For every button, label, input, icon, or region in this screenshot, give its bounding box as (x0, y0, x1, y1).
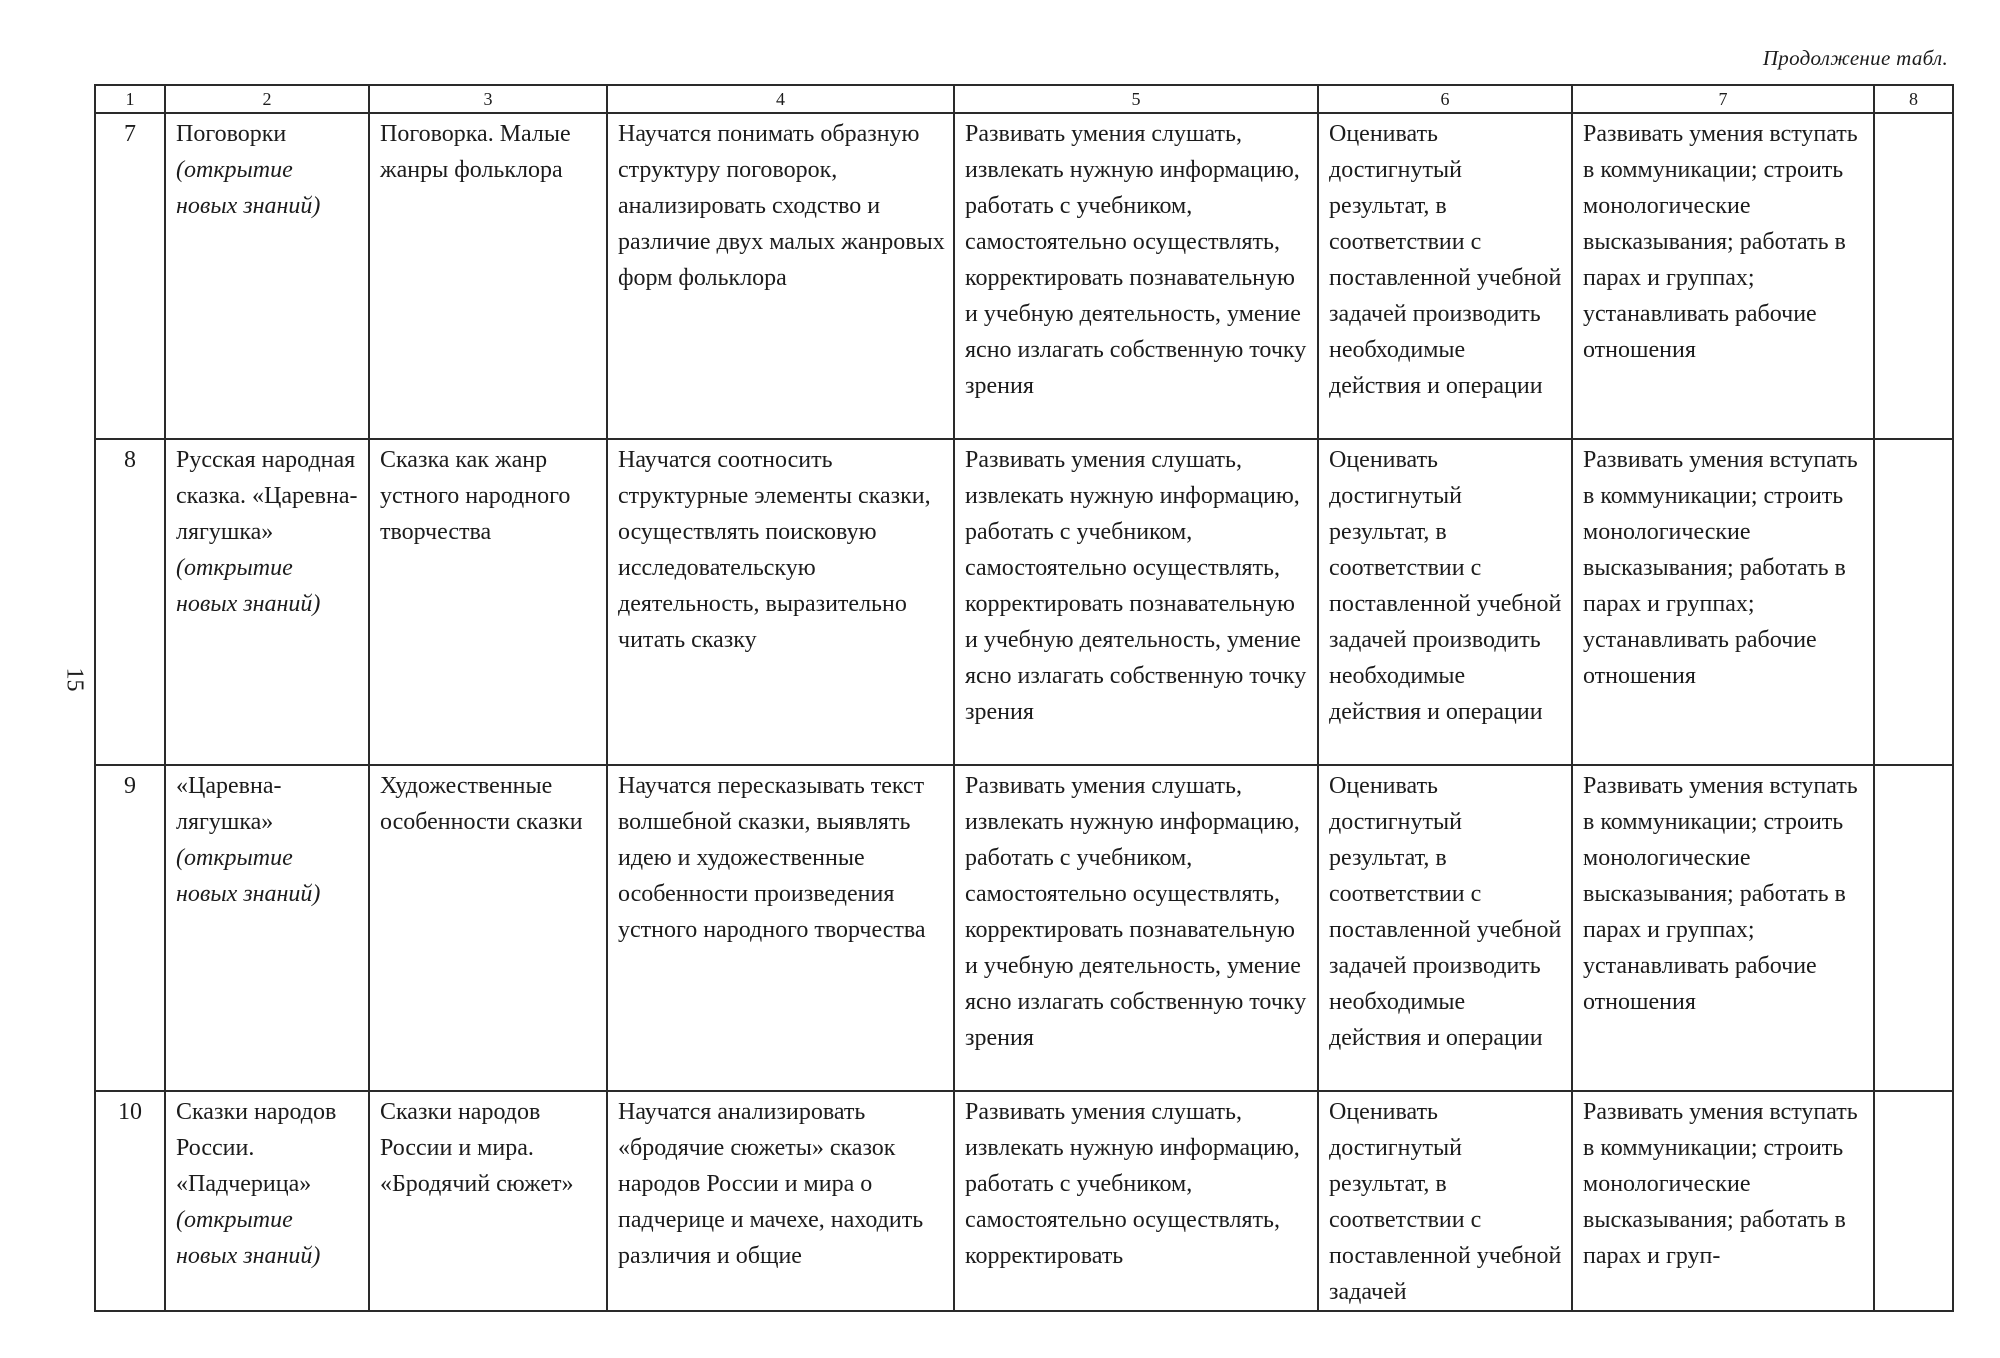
table-row (95, 113, 1953, 439)
lesson-topic-cell (165, 765, 369, 1091)
lesson-topic: Поговорки (176, 121, 287, 147)
lesson-number: 9 (95, 765, 165, 1091)
lesson-plan-table (94, 84, 1954, 1312)
concepts-cell: Художественные особенности сказки (369, 765, 607, 1091)
subject-results-cell: Научатся понимать образную структуру поговорок, анализировать сходство и различие двух малых жанровых форм фольклора (607, 113, 954, 439)
cognitive-uud-cell: Развивать умения слушать, извлекать нужную информацию, работать с учебником, самостоятельно осуществлять, корректировать познавательную и учебную деятельность, умение ясно излагать собственную точку зрения (954, 113, 1318, 439)
communicative-uud-cell: Развивать умения вступать в коммуникации; строить монологические высказывания; работать в парах и груп- (1572, 1091, 1874, 1311)
regulatory-uud-cell: Оценивать достигнутый результат, в соответствии с поставленной учебной задачей (1318, 1091, 1572, 1311)
regulatory-uud-cell: Оценивать достигнутый результат, в соответствии с поставленной учебной задачей производить необходимые действия и операции (1318, 765, 1572, 1091)
lesson-number: 7 (95, 113, 165, 439)
column-8-cell (1874, 1091, 1953, 1311)
column-header-2: 2 (165, 85, 369, 113)
continuation-note: Продолжение табл. (1762, 46, 1948, 70)
cognitive-uud-cell: Развивать умения слушать, извлекать нужную информацию, работать с учебником, самостоятельно осуществлять, корректировать (954, 1091, 1318, 1311)
concepts-cell: Поговорка. Малые жанры фольклора (369, 113, 607, 439)
column-header-4: 4 (607, 85, 954, 113)
communicative-uud-cell: Развивать умения вступать в коммуникации; строить монологические высказывания; работать в парах и группах; устанавливать рабочие отношения (1572, 113, 1874, 439)
column-header-3: 3 (369, 85, 607, 113)
lesson-type: (открытие новых знаний) (176, 157, 321, 219)
lesson-topic: Русская народная сказка. «Царевна-лягушка» (176, 447, 358, 545)
lesson-topic-cell (165, 439, 369, 765)
cognitive-uud-cell: Развивать умения слушать, извлекать нужную информацию, работать с учебником, самостоятельно осуществлять, корректировать познавательную и учебную деятельность, умение ясно излагать собственную точку зрения (954, 765, 1318, 1091)
concepts-cell: Сказки народов России и мира. «Бродячий сюжет» (369, 1091, 607, 1311)
table-row (95, 439, 1953, 765)
lesson-topic: «Царевна-лягушка» (176, 773, 282, 835)
regulatory-uud-cell: Оценивать достигнутый результат, в соответствии с поставленной учебной задачей производить необходимые действия и операции (1318, 113, 1572, 439)
column-8-cell (1874, 765, 1953, 1091)
column-8-cell (1874, 113, 1953, 439)
lesson-type: (открытие новых знаний) (176, 555, 321, 617)
column-header-8: 8 (1874, 85, 1953, 113)
subject-results-cell: Научатся анализировать «бродячие сюжеты» сказок народов России и мира о падчерице и мачехе, находить различия и общие (607, 1091, 954, 1311)
subject-results-cell: Научатся соотносить структурные элементы сказки, осуществлять поисковую исследовательскую деятельность, выразительно читать сказку (607, 439, 954, 765)
regulatory-uud-cell: Оценивать достигнутый результат, в соответствии с поставленной учебной задачей производить необходимые действия и операции (1318, 439, 1572, 765)
column-header-1: 1 (95, 85, 165, 113)
communicative-uud-cell: Развивать умения вступать в коммуникации; строить монологические высказывания; работать в парах и группах; устанавливать рабочие отношения (1572, 439, 1874, 765)
table-header-row (95, 85, 1953, 113)
communicative-uud-cell: Развивать умения вступать в коммуникации; строить монологические высказывания; работать в парах и группах; устанавливать рабочие отношения (1572, 765, 1874, 1091)
lesson-type: (открытие новых знаний) (176, 1207, 321, 1269)
lesson-number: 8 (95, 439, 165, 765)
lesson-topic-cell (165, 113, 369, 439)
lesson-number: 10 (95, 1091, 165, 1311)
column-header-6: 6 (1318, 85, 1572, 113)
table-row (95, 1091, 1953, 1311)
page-number: 15 (61, 667, 88, 692)
subject-results-cell: Научатся пересказывать текст волшебной сказки, выявлять идею и художественные особенности произведения устного народного творчества (607, 765, 954, 1091)
column-header-5: 5 (954, 85, 1318, 113)
lesson-type: (открытие новых знаний) (176, 845, 321, 907)
column-8-cell (1874, 439, 1953, 765)
lesson-topic: Сказки народов России. «Падчерица» (176, 1099, 337, 1197)
cognitive-uud-cell: Развивать умения слушать, извлекать нужную информацию, работать с учебником, самостоятельно осуществлять, корректировать познавательную и учебную деятельность, умение ясно излагать собственную точку зрения (954, 439, 1318, 765)
concepts-cell: Сказка как жанр устного народного творчества (369, 439, 607, 765)
lesson-topic-cell (165, 1091, 369, 1311)
column-header-7: 7 (1572, 85, 1874, 113)
table-row (95, 765, 1953, 1091)
